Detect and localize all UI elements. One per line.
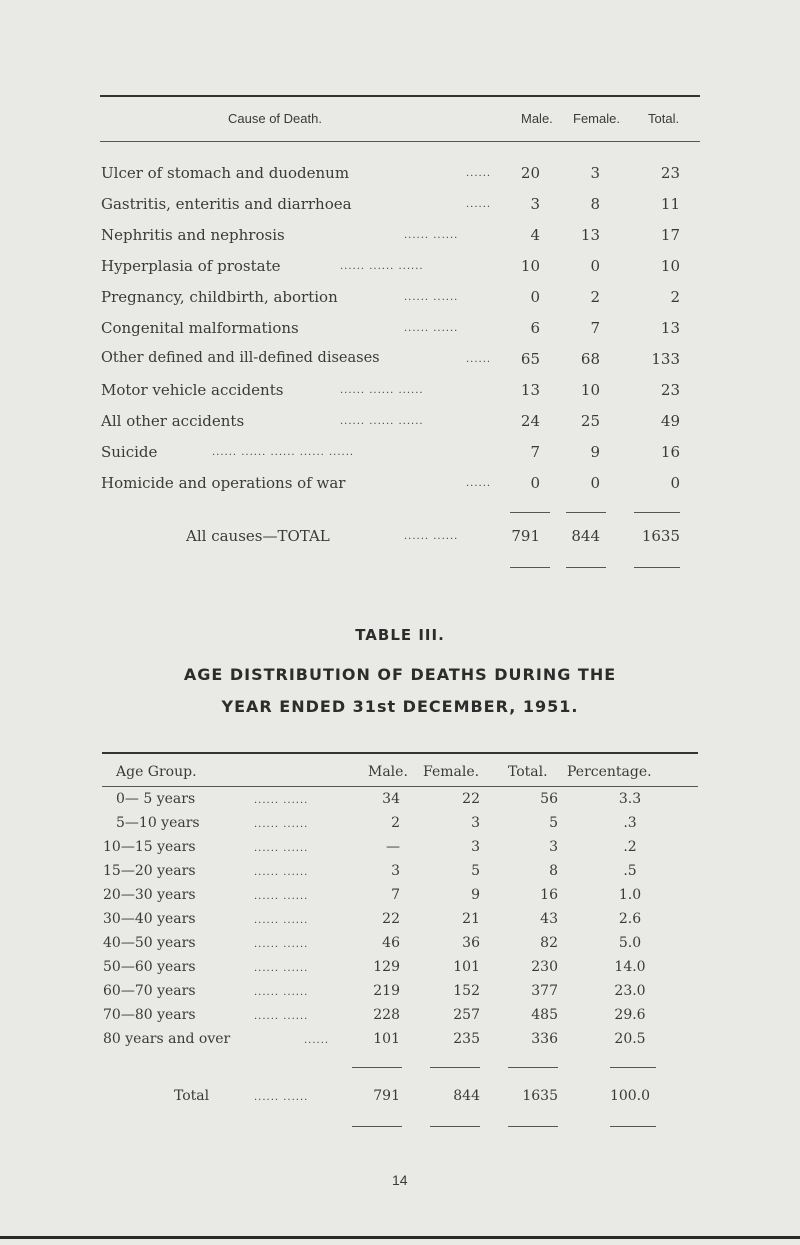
male-value: 13: [520, 381, 540, 399]
leader-dots: ...... ......: [254, 795, 309, 806]
male-value: 3: [391, 863, 400, 879]
cause-label: Hyperplasia of prostate: [101, 257, 281, 275]
leader-dots: ......: [466, 478, 492, 489]
total-value: 56: [540, 791, 558, 807]
percentage-value: .5: [623, 863, 637, 879]
leader-dots: ...... ......: [254, 819, 309, 830]
table-title-line1: AGE DISTRIBUTION OF DEATHS DURING THE: [183, 665, 617, 684]
table-row: [0, 474, 800, 504]
leader-dots: ...... ......: [254, 843, 309, 854]
percentage-value: .2: [623, 839, 637, 855]
percentage-value: 3.3: [618, 791, 642, 807]
page-number: 14: [392, 1172, 408, 1188]
table-title-line2: YEAR ENDED 31st DECEMBER, 1951.: [221, 697, 579, 716]
leader-dots: ...... ......: [254, 1011, 309, 1022]
age-group-label: 30—40 years: [103, 911, 196, 927]
female-value: 257: [453, 1007, 480, 1023]
male-value: 2: [391, 815, 400, 831]
total-value: 23: [660, 381, 680, 399]
age-group-label: 15—20 years: [103, 863, 196, 879]
male-value: 0: [530, 288, 540, 306]
female-value: 101: [453, 959, 480, 975]
leader-dots: ...... ...... ......: [340, 261, 424, 272]
total-value: 8: [549, 863, 558, 879]
t1-header-male: Male.: [521, 111, 553, 126]
female-value: 5: [471, 863, 480, 879]
female-value: 10: [580, 381, 600, 399]
page-bottom-edge: [0, 1236, 800, 1239]
male-value: —: [386, 839, 400, 855]
age-group-label: 60—70 years: [103, 983, 196, 999]
t2-total-rule-total: [508, 1126, 558, 1127]
total-value: 82: [540, 935, 558, 951]
age-group-label: 20—30 years: [103, 887, 196, 903]
male-value: 34: [382, 791, 400, 807]
t1-subtotal-rule-total: [634, 512, 680, 513]
total-value: 0: [670, 474, 680, 492]
percentage-value: .3: [623, 815, 637, 831]
t2-header-percentage: Percentage.: [567, 764, 652, 780]
female-value: 68: [580, 350, 600, 368]
total-value: 16: [660, 443, 680, 461]
t2-subtotal-rule-male: [352, 1067, 402, 1068]
total-value: 5: [549, 815, 558, 831]
female-value: 0: [590, 474, 600, 492]
t1-total-rule-male: [510, 567, 550, 568]
t2-header-male: Male.: [368, 764, 408, 780]
leader-dots: ......: [466, 168, 492, 179]
total-value: 16: [540, 887, 558, 903]
table1-header-rule: [100, 141, 700, 142]
leader-dots: ...... ......: [254, 915, 309, 926]
table1-top-rule: [100, 95, 700, 97]
total-value: 43: [540, 911, 558, 927]
table2-header-rule: [102, 786, 698, 787]
percentage-value: 23.0: [614, 983, 646, 999]
table-row: [0, 443, 800, 473]
table2-top-rule: [102, 752, 698, 754]
leader-dots: ...... ......: [254, 867, 309, 878]
total-value: 336: [531, 1031, 558, 1047]
total-label: All causes—TOTAL: [186, 527, 330, 545]
cause-label: Motor vehicle accidents: [101, 381, 284, 399]
age-group-label: 5—10 years: [116, 815, 200, 831]
male-value: 22: [382, 911, 400, 927]
table-row: [0, 350, 800, 380]
age-group-label: 80 years and over: [103, 1031, 231, 1047]
leader-dots: ...... ...... ......: [340, 385, 424, 396]
male-value: 4: [530, 226, 540, 244]
t2-subtotal-rule-female: [430, 1067, 480, 1068]
male-value: 3: [530, 195, 540, 213]
percentage-value: 1.0: [618, 887, 642, 903]
male-value: 7: [530, 443, 540, 461]
t2-header-age: Age Group.: [116, 764, 197, 780]
cause-label: All other accidents: [101, 412, 245, 430]
percentage-value: 29.6: [614, 1007, 646, 1023]
cause-label: Ulcer of stomach and duodenum: [101, 164, 350, 182]
leader-dots: ...... ...... ...... ...... ......: [212, 447, 355, 458]
age-group-label: 50—60 years: [103, 959, 196, 975]
total-value: 377: [531, 983, 558, 999]
male-value: 7: [391, 887, 400, 903]
male-value: 101: [373, 1031, 400, 1047]
t1-total-rule-female: [566, 567, 606, 568]
t2-header-total: Total.: [508, 764, 548, 780]
male-value: 228: [373, 1007, 400, 1023]
female-total: 844: [571, 527, 600, 545]
cause-label: Homicide and operations of war: [101, 474, 346, 492]
cause-label: Suicide: [101, 443, 158, 461]
t2-total-row: [0, 1088, 800, 1116]
age-group-label: 0— 5 years: [116, 791, 196, 807]
female-value: 235: [453, 1031, 480, 1047]
male-total: 791: [373, 1088, 400, 1104]
grand-total: 1635: [522, 1088, 558, 1104]
table-number-heading: TABLE III.: [355, 626, 445, 644]
cause-label: Pregnancy, childbirth, abortion: [101, 288, 338, 306]
table-row: [0, 164, 800, 194]
leader-dots: ...... ......: [254, 963, 309, 974]
leader-dots: ...... ......: [254, 1092, 309, 1103]
male-value: 20: [520, 164, 540, 182]
percentage-total: 100.0: [609, 1088, 651, 1104]
female-value: 3: [471, 839, 480, 855]
leader-dots: ......: [304, 1035, 330, 1046]
table-row: [0, 412, 800, 442]
table-row: [0, 226, 800, 256]
male-value: 46: [382, 935, 400, 951]
t1-header-cause: Cause of Death.: [228, 111, 322, 126]
female-value: 2: [590, 288, 600, 306]
age-group-label: 10—15 years: [103, 839, 196, 855]
t1-header-total: Total.: [648, 111, 680, 126]
age-group-label: 70—80 years: [103, 1007, 196, 1023]
male-value: 219: [373, 983, 400, 999]
female-value: 0: [590, 257, 600, 275]
table-row: [0, 381, 800, 411]
total-value: 485: [531, 1007, 558, 1023]
t2-header-female: Female.: [423, 764, 480, 780]
male-value: 0: [530, 474, 540, 492]
t1-subtotal-rule-male: [510, 512, 550, 513]
leader-dots: ...... ......: [404, 323, 459, 334]
total-value: 17: [660, 226, 680, 244]
male-value: 65: [520, 350, 540, 368]
cause-label: Nephritis and nephrosis: [101, 226, 285, 244]
table-row: [0, 195, 800, 225]
total-value: 230: [531, 959, 558, 975]
cause-label: Other defined and ill-defined diseases: [101, 350, 380, 366]
cause-label: Gastritis, enteritis and diarrhoea: [101, 195, 352, 213]
leader-dots: ...... ......: [404, 292, 459, 303]
total-value: 3: [549, 839, 558, 855]
table-row: [0, 319, 800, 349]
leader-dots: ...... ......: [254, 987, 309, 998]
leader-dots: ...... ......: [404, 531, 459, 542]
t1-total-rule-total: [634, 567, 680, 568]
total-value: 49: [660, 412, 680, 430]
male-value: 6: [530, 319, 540, 337]
total-value: 13: [660, 319, 680, 337]
percentage-value: 5.0: [618, 935, 642, 951]
age-group-label: 40—50 years: [103, 935, 196, 951]
t1-subtotal-rule-female: [566, 512, 606, 513]
leader-dots: ...... ......: [254, 891, 309, 902]
table-row: [0, 288, 800, 318]
female-value: 25: [580, 412, 600, 430]
male-total: 791: [511, 527, 540, 545]
leader-dots: ......: [466, 354, 492, 365]
female-value: 9: [590, 443, 600, 461]
total-value: 11: [660, 195, 680, 213]
male-value: 10: [520, 257, 540, 275]
female-value: 152: [453, 983, 480, 999]
leader-dots: ...... ......: [404, 230, 459, 241]
percentage-value: 14.0: [614, 959, 646, 975]
female-total: 844: [453, 1088, 480, 1104]
female-value: 8: [590, 195, 600, 213]
grand-total: 1635: [641, 527, 680, 545]
t2-total-rule-percentage: [610, 1126, 656, 1127]
t2-total-rule-female: [430, 1126, 480, 1127]
female-value: 22: [462, 791, 480, 807]
female-value: 36: [462, 935, 480, 951]
percentage-value: 20.5: [614, 1031, 646, 1047]
female-value: 21: [462, 911, 480, 927]
female-value: 13: [580, 226, 600, 244]
t2-total-rule-male: [352, 1126, 402, 1127]
leader-dots: ......: [466, 199, 492, 210]
male-value: 129: [373, 959, 400, 975]
total-label: Total: [174, 1088, 210, 1104]
percentage-value: 2.6: [618, 911, 642, 927]
male-value: 24: [520, 412, 540, 430]
total-value: 23: [660, 164, 680, 182]
t1-header-female: Female.: [573, 111, 620, 126]
total-value: 10: [660, 257, 680, 275]
female-value: 3: [471, 815, 480, 831]
female-value: 9: [471, 887, 480, 903]
leader-dots: ...... ......: [254, 939, 309, 950]
female-value: 3: [590, 164, 600, 182]
female-value: 7: [590, 319, 600, 337]
cause-label: Congenital malformations: [101, 319, 299, 337]
t1-total-row: [0, 527, 800, 557]
total-value: 133: [651, 350, 680, 368]
t2-subtotal-rule-total: [508, 1067, 558, 1068]
table-row: [0, 1031, 800, 1059]
table-row: [0, 257, 800, 287]
total-value: 2: [670, 288, 680, 306]
t2-subtotal-rule-percentage: [610, 1067, 656, 1068]
leader-dots: ...... ...... ......: [340, 416, 424, 427]
